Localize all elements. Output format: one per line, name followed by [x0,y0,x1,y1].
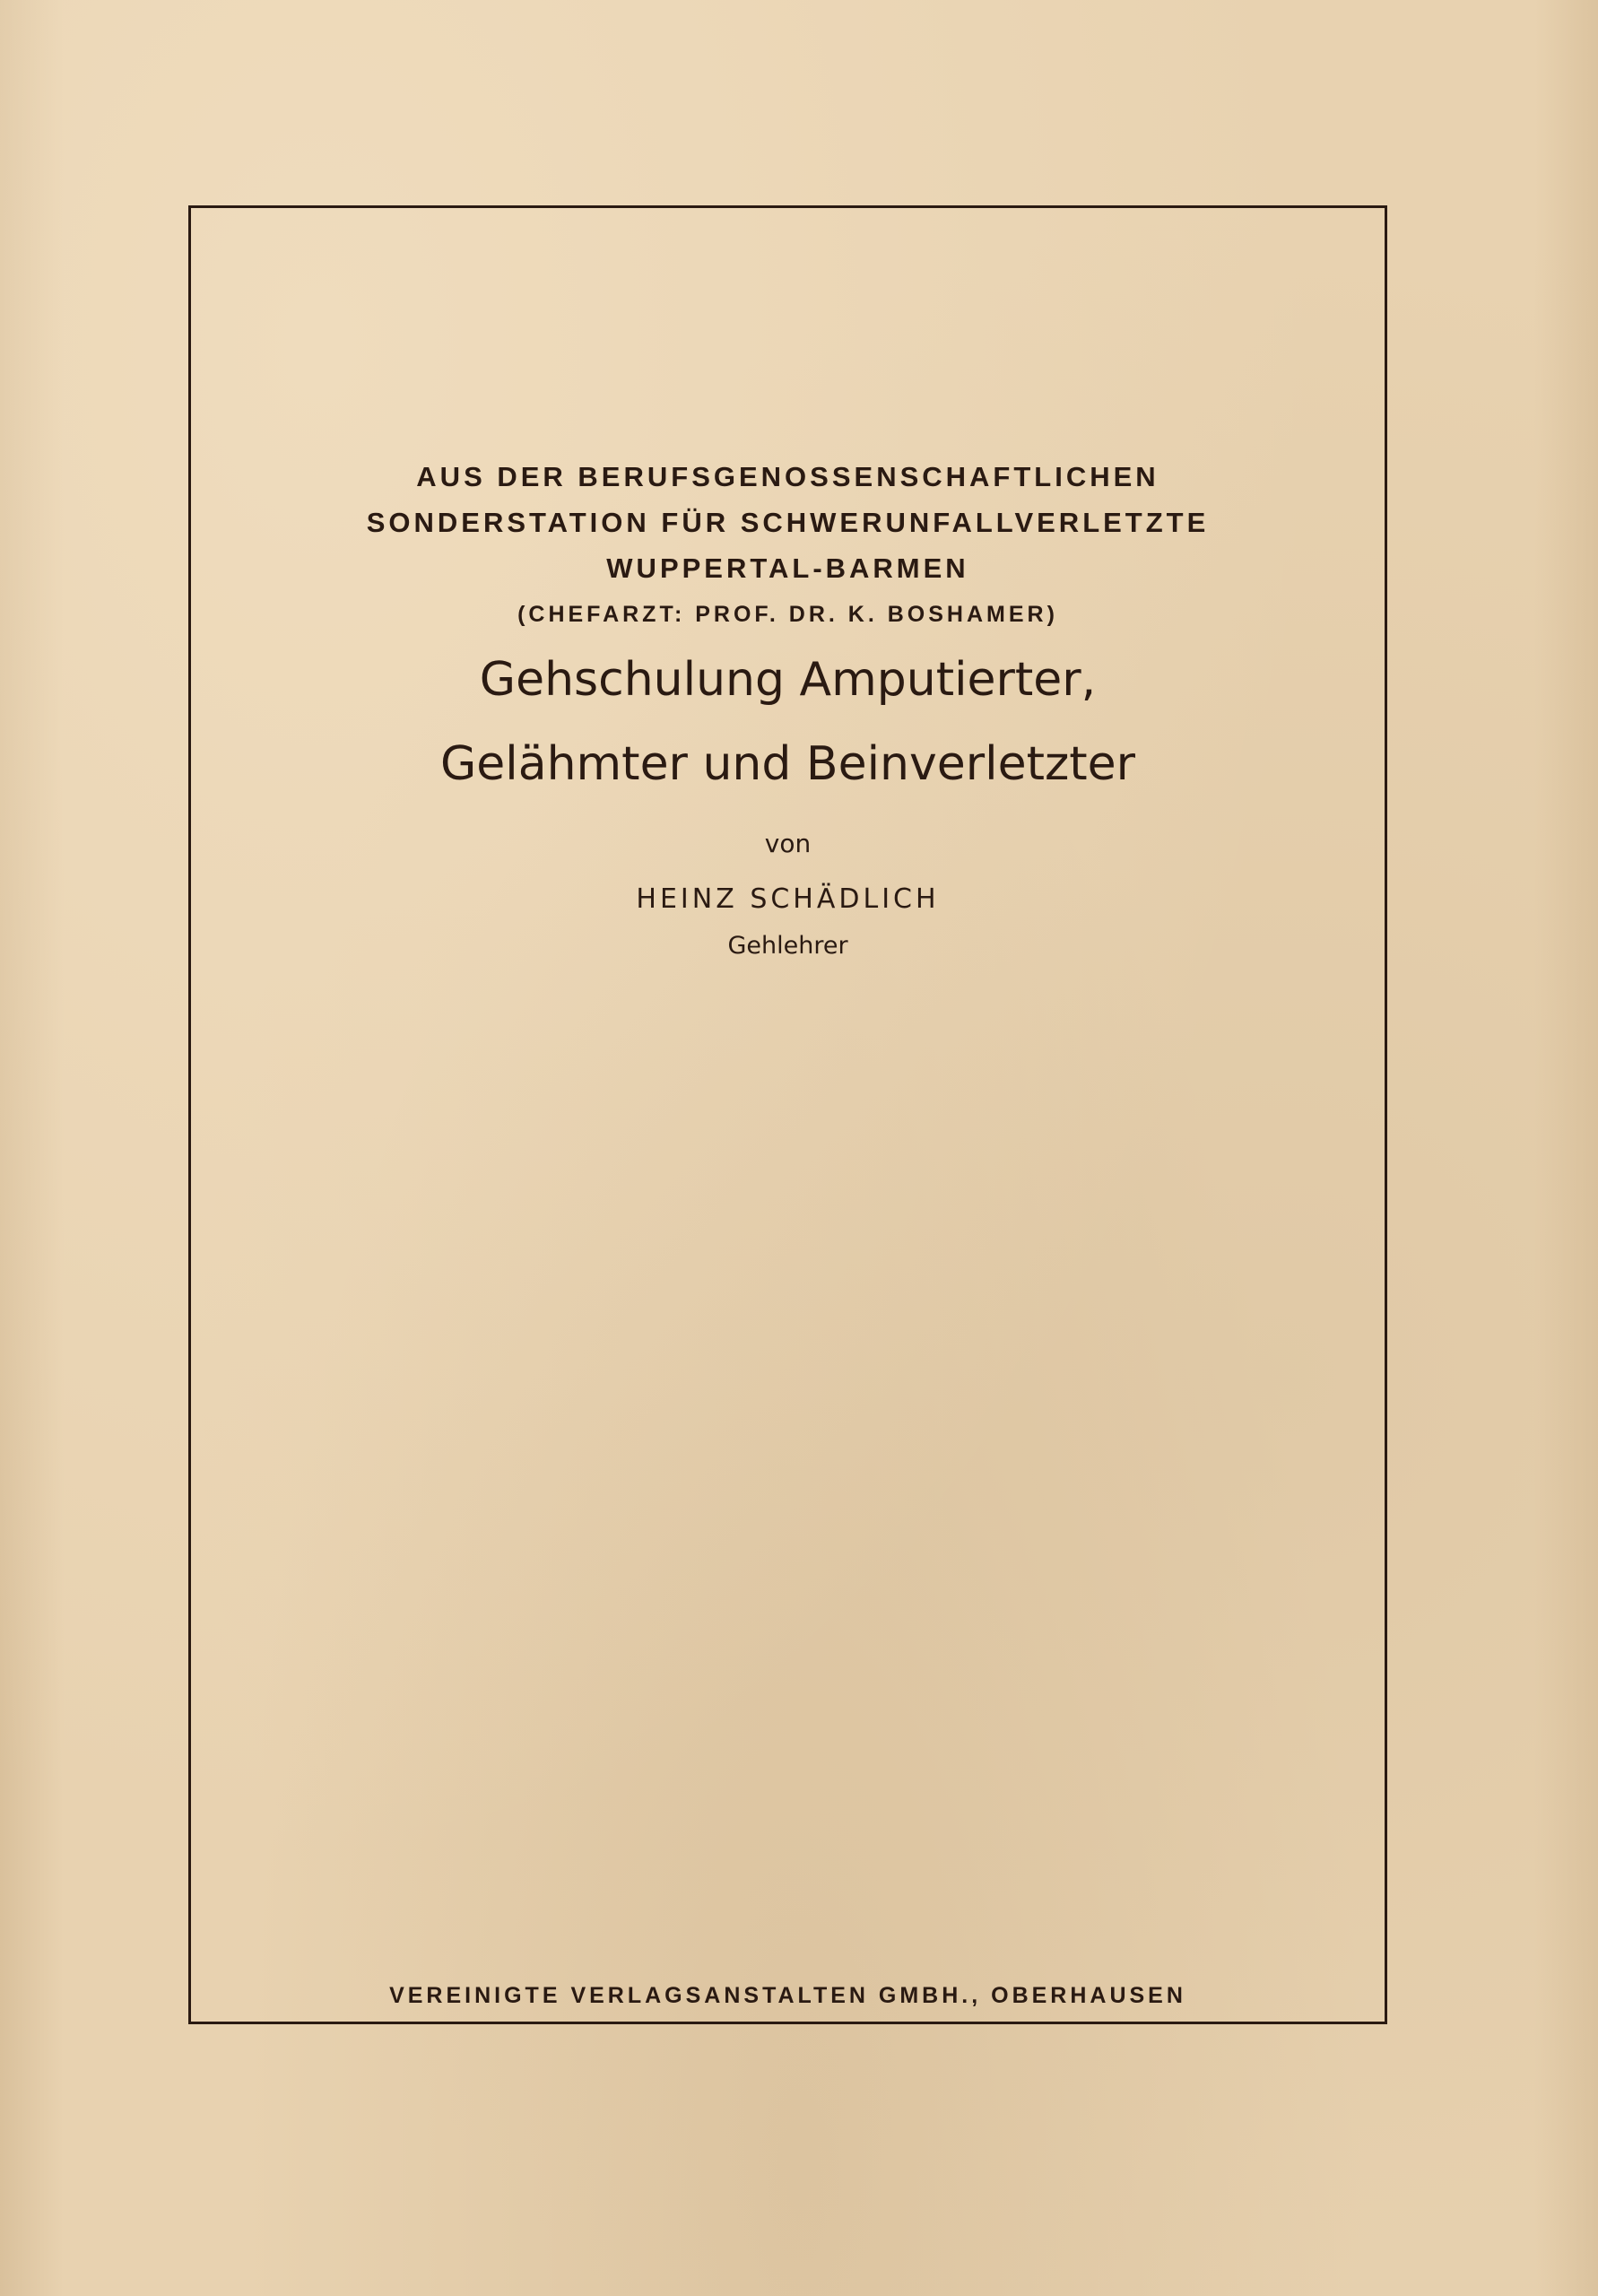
title-line: Gehschulung Amputierter, [479,653,1097,707]
byline [188,826,1387,964]
book-title [188,638,1387,806]
publisher-line: VEREINIGTE VERLAGSANSTALTEN GMBH., OBERHAUSEN [389,1983,1186,2008]
institution-header [188,454,1387,638]
header-line: SONDERSTATION FÜR SCHWERUNFALLVERLETZTE [366,507,1210,538]
by-label: von [764,829,812,858]
cover-content [188,205,1387,2024]
header-line: AUS DER BERUFSGENOSSENSCHAFTLICHEN [416,461,1159,492]
author-role: Gehlehrer [727,932,848,960]
title-line: Gelähmter und Beinverletzter [439,737,1136,791]
header-line: WUPPERTAL-BARMEN [606,552,969,584]
author-name: HEINZ SCHÄDLICH [636,883,940,915]
chief-physician-line: (CHEFARZT: PROF. DR. K. BOSHAMER) [517,602,1058,627]
